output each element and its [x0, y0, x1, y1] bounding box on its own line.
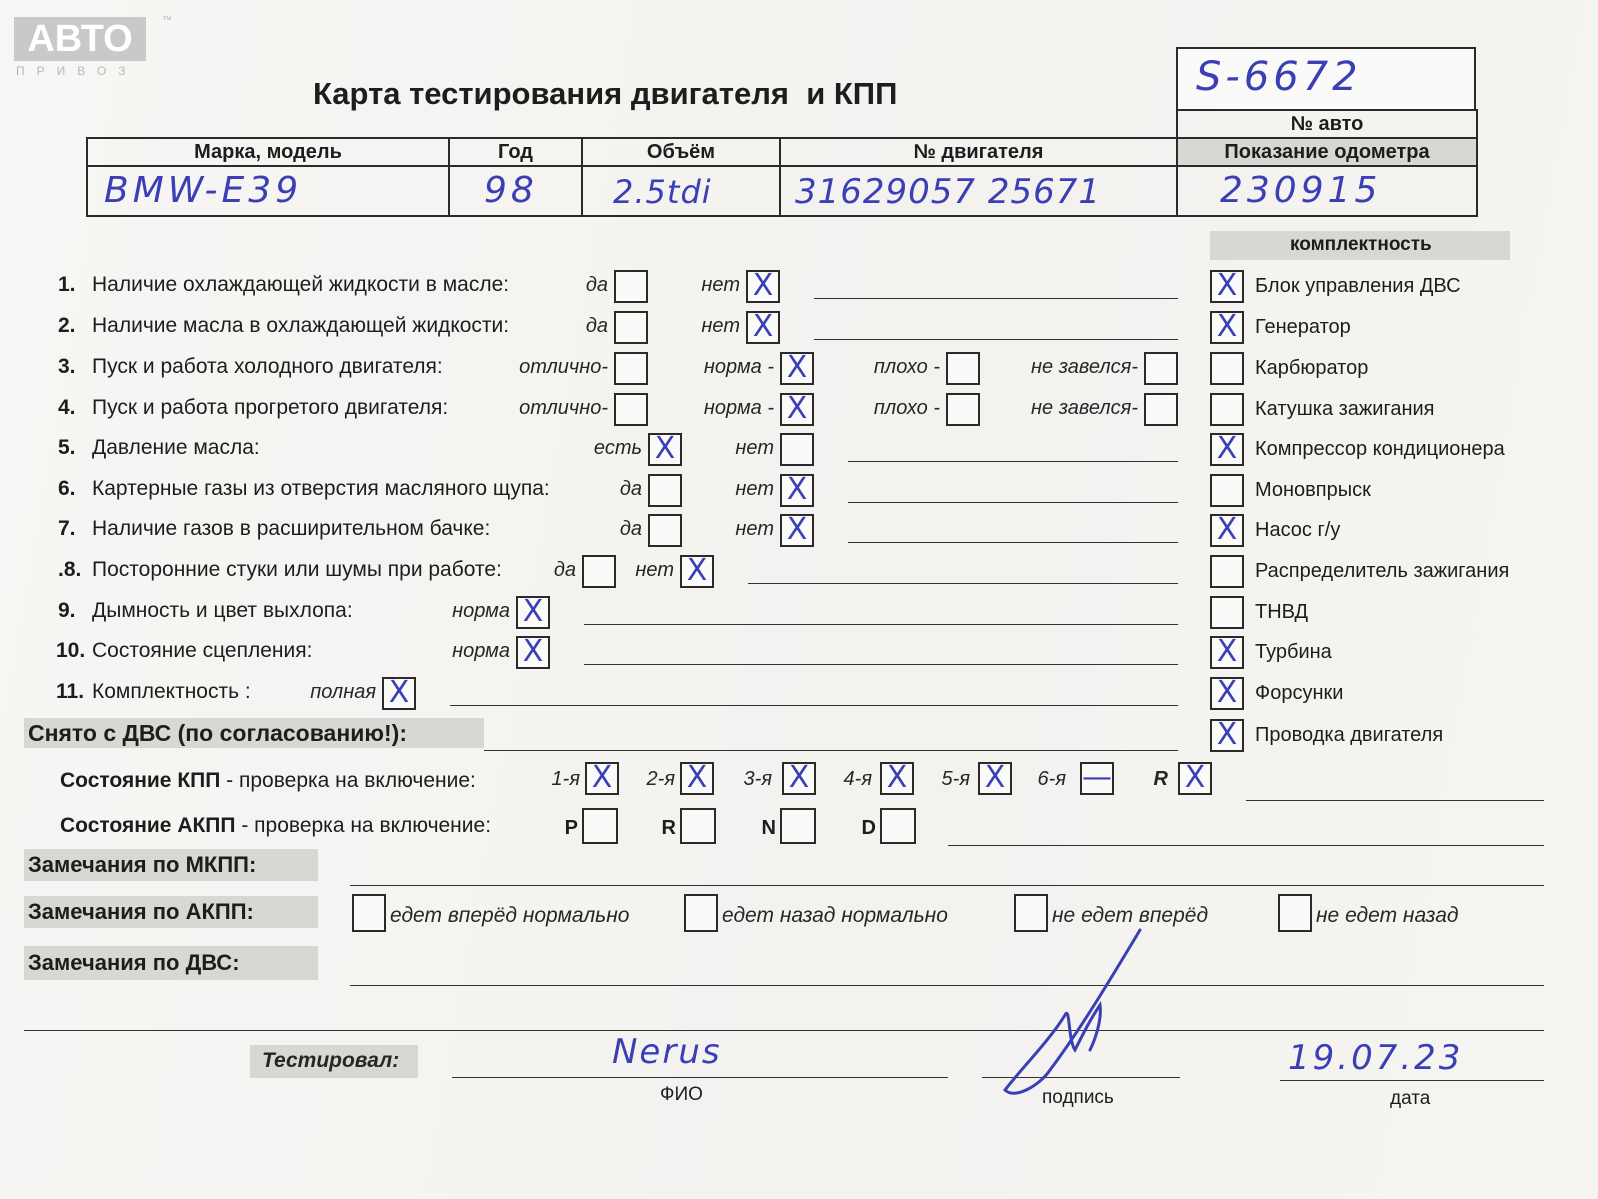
komplekt-checkbox[interactable] [1210, 311, 1244, 344]
item-number: .8. [58, 558, 82, 581]
akpp-remark-label: не едет назад [1316, 904, 1459, 927]
item-label: Картерные газы из отверстия масляного щупа: [92, 477, 550, 500]
auto-number-value: S-6672 [1196, 54, 1362, 100]
item-label: Посторонние стуки или шумы при работе: [92, 558, 502, 581]
col-brand-model: Марка, модель [194, 141, 342, 163]
item-option-label: нет [735, 478, 774, 500]
item-checkbox[interactable] [746, 270, 780, 303]
item-label: Дымность и цвет выхлопа: [92, 599, 353, 622]
item-option-label: норма - [703, 397, 774, 419]
item-option-label: да [619, 518, 642, 540]
date-label: дата [1390, 1088, 1431, 1109]
akpp-remark-checkbox[interactable] [684, 894, 718, 932]
auto-number-box [1176, 47, 1476, 110]
kpp-gear-checkbox[interactable] [1080, 762, 1114, 795]
date-line [1280, 1080, 1544, 1081]
col-volume: Объём [646, 141, 716, 163]
kpp-gear-checkbox[interactable] [680, 762, 714, 795]
check-mark: X [591, 760, 613, 795]
item-option-label: нет [701, 274, 740, 296]
tested-label: Тестировал: [262, 1049, 400, 1072]
komplekt-checkbox[interactable] [1210, 514, 1244, 547]
komplekt-checkbox[interactable] [1210, 555, 1244, 588]
item-number: 5. [58, 436, 76, 459]
komplekt-item-label: Катушка зажигания [1255, 398, 1435, 420]
item-checkbox[interactable] [780, 352, 814, 385]
item-number: 1. [58, 273, 76, 296]
item-option-label: да [585, 274, 608, 296]
vehicle-header-table [86, 109, 1478, 217]
check-mark: X [786, 350, 808, 385]
akpp-gear-checkbox[interactable] [582, 808, 618, 844]
item-checkbox[interactable] [648, 514, 682, 547]
item-option-label: полная [310, 681, 376, 703]
logo-sub: ПРИВОЗ [16, 64, 138, 78]
item-option-label: нет [635, 559, 674, 581]
komplekt-checkbox[interactable] [1210, 393, 1244, 426]
tester-name: Nerus [612, 1032, 722, 1072]
item-checkbox[interactable] [780, 474, 814, 507]
akpp-gear-checkbox[interactable] [780, 808, 816, 844]
item-label: Давление масла: [92, 436, 260, 459]
item-comment-line [450, 705, 1178, 706]
check-mark: X [1216, 634, 1238, 669]
item-comment-line [814, 339, 1178, 340]
item-label: Пуск и работа холодного двигателя: [92, 355, 443, 378]
item-label: Наличие масла в охлаждающей жидкости: [92, 314, 510, 337]
check-mark: X [686, 760, 708, 795]
check-mark: — [1082, 760, 1112, 795]
item-option-label: норма - [703, 356, 774, 378]
item-option-label: не завелся- [1031, 397, 1138, 419]
item-label: Пуск и работа прогретого двигателя: [92, 396, 449, 419]
item-option-label: нет [735, 437, 774, 459]
item-option-label: да [553, 559, 576, 581]
check-mark: X [1216, 675, 1238, 710]
akpp-gear-label: P [564, 817, 578, 839]
item-number: 7. [58, 517, 76, 540]
item-comment-line [748, 583, 1178, 584]
kpp-gear-label: R [1153, 768, 1168, 790]
komplekt-item-label: Турбина [1255, 641, 1332, 663]
check-mark: X [1216, 717, 1238, 752]
item-checkbox[interactable] [746, 311, 780, 344]
check-mark: X [1216, 431, 1238, 466]
logo-main: АВТО [14, 17, 146, 61]
item-comment-line [848, 502, 1178, 503]
item-option-label: плохо - [873, 356, 940, 378]
komplekt-item-label: Блок управления ДВС [1255, 275, 1461, 297]
signature [990, 920, 1160, 1100]
col-odometer: Показание одометра [1224, 141, 1430, 163]
item-option-label: отлично- [519, 356, 608, 378]
item-checkbox[interactable] [614, 352, 648, 385]
item-checkbox[interactable] [614, 311, 648, 344]
check-mark: X [1216, 512, 1238, 547]
remarks-dvs-line [350, 985, 1544, 986]
item-checkbox[interactable] [614, 270, 648, 303]
removed-label: Снято с ДВС (по согласованию!): [28, 720, 407, 746]
akpp-gear-label: R [661, 817, 676, 839]
item-checkbox[interactable] [946, 352, 980, 385]
col-year: Год [498, 141, 533, 163]
akpp-line [948, 845, 1544, 846]
item-number: 2. [58, 314, 76, 337]
item-option-label: отлично- [519, 397, 608, 419]
komplekt-item-label: Моновпрыск [1255, 479, 1371, 501]
volume-value: 2.5tdi [613, 173, 712, 211]
kpp-gear-label: 4-я [843, 768, 872, 790]
item-option-label: плохо - [873, 397, 940, 419]
item-checkbox[interactable] [780, 433, 814, 466]
col-engine-number: № двигателя [913, 141, 1044, 163]
akpp-remark-checkbox[interactable] [352, 894, 386, 932]
kpp-line [1246, 800, 1544, 801]
item-number: 3. [58, 355, 76, 378]
check-mark: X [788, 760, 810, 795]
akpp-label: Состояние АКПП - проверка на включение: [60, 814, 492, 837]
kpp-gear-checkbox[interactable] [585, 762, 619, 795]
kpp-gear-checkbox[interactable] [880, 762, 914, 795]
komplekt-item-label: Насос г/у [1255, 519, 1341, 541]
check-mark: X [886, 760, 908, 795]
item-number: 10. [56, 639, 86, 662]
item-checkbox[interactable] [780, 514, 814, 547]
remarks-akpp-label: Замечания по АКПП: [28, 899, 254, 924]
akpp-remark-label: едет назад нормально [722, 904, 948, 927]
check-mark: X [1184, 760, 1206, 795]
item-checkbox[interactable] [780, 393, 814, 426]
kpp-gear-label: 3-я [743, 768, 772, 790]
komplekt-item-label: Карбюратор [1255, 357, 1369, 379]
item-option-label: норма [452, 600, 510, 622]
brand-model-value: BMW-E39 [104, 170, 303, 211]
item-comment-line [584, 624, 1178, 625]
kpp-label: Состояние КПП - проверка на включение: [60, 769, 476, 792]
item-checkbox[interactable] [680, 555, 714, 588]
check-mark: X [786, 391, 808, 426]
check-mark: X [654, 431, 676, 466]
item-option-label: не завелся- [1031, 356, 1138, 378]
item-comment-line [814, 298, 1178, 299]
item-option-label: да [619, 478, 642, 500]
item-option-label: нет [701, 315, 740, 337]
item-option-label: норма [452, 640, 510, 662]
check-mark: X [752, 268, 774, 303]
item-label: Состояние сцепления: [92, 639, 313, 662]
remarks-mkpp-line [350, 885, 1544, 886]
check-mark: X [1216, 309, 1238, 344]
item-comment-line [584, 664, 1178, 665]
komplekt-item-label: Проводка двигателя [1255, 724, 1444, 746]
check-mark: X [686, 553, 708, 588]
komplekt-title: комплектность [1290, 234, 1432, 255]
odometer-value: 230915 [1220, 170, 1382, 211]
check-mark: X [1216, 268, 1238, 303]
fio-label: ФИО [660, 1084, 703, 1105]
komplekt-item-label: ТНВД [1255, 601, 1309, 623]
kpp-gear-checkbox[interactable] [978, 762, 1012, 795]
auto-number-label: № авто [1290, 113, 1364, 135]
akpp-gear-checkbox[interactable] [880, 808, 916, 844]
komplekt-item-label: Генератор [1255, 316, 1351, 338]
logo-tm: ™ [162, 15, 172, 26]
item-label: Комплектность : [92, 680, 251, 703]
removed-line [484, 750, 1178, 751]
item-label: Наличие охлаждающей жидкости в масле: [92, 273, 510, 296]
akpp-remark-label: не едет вперёд [1052, 904, 1209, 927]
year-value: 98 [484, 170, 538, 211]
kpp-gear-label: 2-я [646, 768, 675, 790]
avtoprivoz-logo [14, 15, 172, 79]
kpp-gear-checkbox[interactable] [782, 762, 816, 795]
remarks-mkpp-label: Замечания по МКПП: [28, 852, 257, 877]
item-number: 11. [56, 680, 85, 703]
date-value: 19.07.23 [1288, 1038, 1464, 1078]
item-checkbox[interactable] [614, 393, 648, 426]
akpp-gear-label: D [861, 817, 876, 839]
komplekt-checkbox[interactable] [1210, 677, 1244, 710]
page-title: Карта тестирования двигателя и КПП [313, 76, 898, 111]
check-mark: X [984, 760, 1006, 795]
check-mark: X [786, 512, 808, 547]
item-checkbox[interactable] [1144, 393, 1178, 426]
remarks-extra-line [24, 1030, 1544, 1031]
item-number: 9. [58, 599, 76, 622]
item-checkbox[interactable] [382, 677, 416, 710]
komplekt-checkbox[interactable] [1210, 636, 1244, 669]
check-mark: X [522, 634, 544, 669]
kpp-gear-checkbox[interactable] [1178, 762, 1212, 795]
komplekt-checkbox[interactable] [1210, 352, 1244, 385]
kpp-gear-label: 1-я [551, 768, 580, 790]
fio-line [452, 1077, 948, 1078]
komplekt-checkbox[interactable] [1210, 719, 1244, 752]
komplekt-item-label: Распределитель зажигания [1255, 560, 1510, 582]
kpp-gear-label: 6-я [1037, 768, 1066, 790]
item-checkbox[interactable] [582, 555, 616, 588]
item-number: 6. [58, 477, 76, 500]
komplekt-item-label: Компрессор кондиционера [1255, 438, 1505, 460]
item-checkbox[interactable] [516, 636, 550, 669]
item-checkbox[interactable] [1144, 352, 1178, 385]
komplekt-checkbox[interactable] [1210, 596, 1244, 629]
akpp-remark-label: едет вперёд нормально [390, 904, 630, 927]
item-label: Наличие газов в расширительном бачке: [92, 517, 491, 540]
item-option-label: есть [593, 437, 642, 459]
akpp-remark-checkbox[interactable] [1278, 894, 1312, 932]
remarks-dvs-label: Замечания по ДВС: [28, 950, 240, 975]
komplekt-checkbox[interactable] [1210, 474, 1244, 507]
komplekt-item-label: Форсунки [1255, 682, 1344, 704]
item-checkbox[interactable] [648, 474, 682, 507]
item-comment-line [848, 542, 1178, 543]
engine-number-value: 31629057 25671 [795, 172, 1102, 212]
kpp-gear-label: 5-я [941, 768, 970, 790]
item-option-label: нет [735, 518, 774, 540]
akpp-gear-label: N [761, 817, 776, 839]
komplekt-checkbox[interactable] [1210, 270, 1244, 303]
akpp-gear-checkbox[interactable] [680, 808, 716, 844]
item-checkbox[interactable] [516, 596, 550, 629]
item-option-label: да [585, 315, 608, 337]
item-number: 4. [58, 396, 76, 419]
komplekt-checkbox[interactable] [1210, 433, 1244, 466]
item-checkbox[interactable] [648, 433, 682, 466]
sign-label: подпись [1042, 1087, 1114, 1108]
check-mark: X [522, 594, 544, 629]
check-mark: X [786, 472, 808, 507]
item-comment-line [848, 461, 1178, 462]
item-checkbox[interactable] [946, 393, 980, 426]
check-mark: X [388, 675, 410, 710]
check-mark: X [752, 309, 774, 344]
